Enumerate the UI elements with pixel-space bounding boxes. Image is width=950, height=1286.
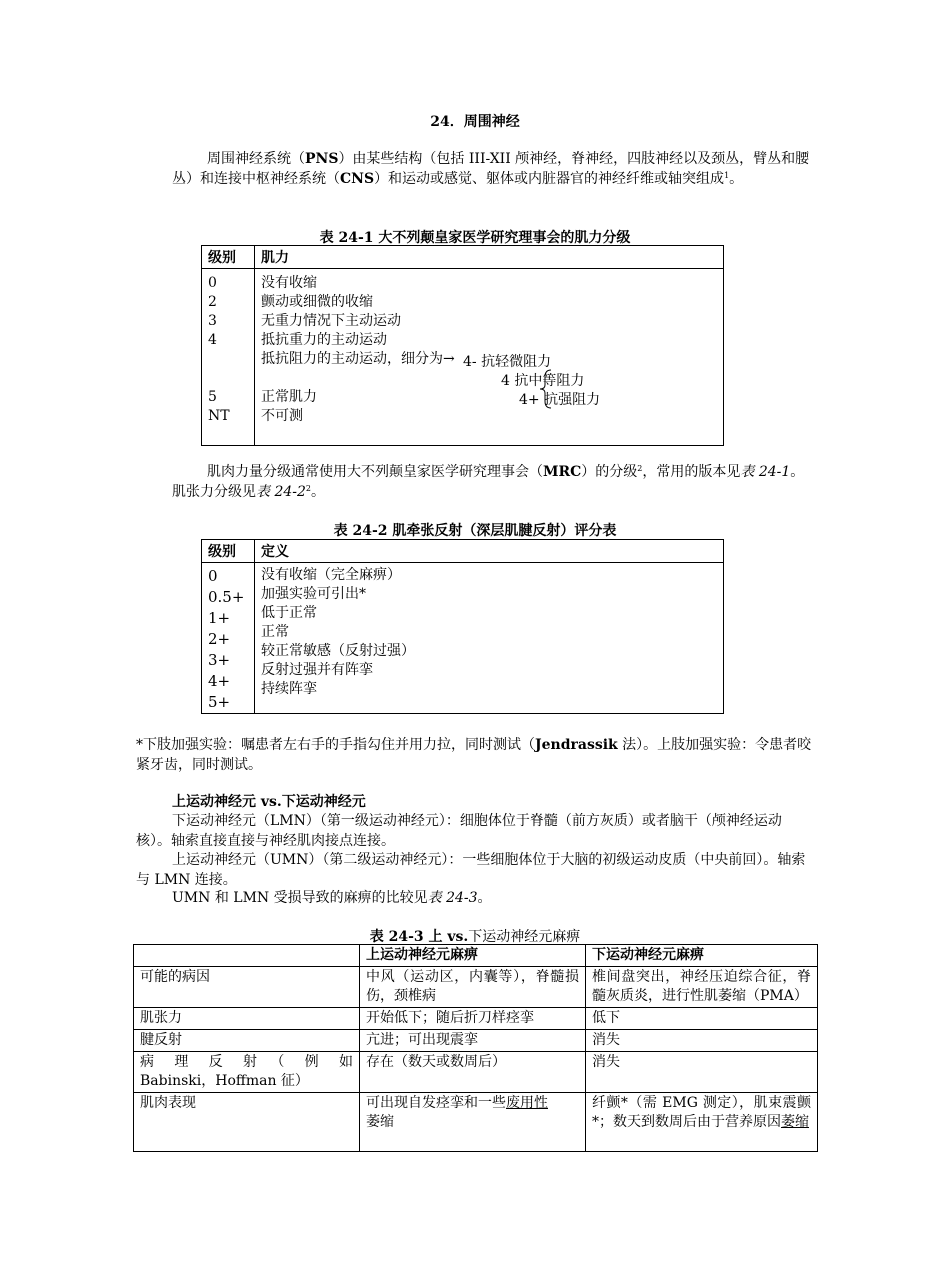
table-row: 病 理 反 射 （ 例 如 Babinski，Hoffman 征） 存在（数天或数周后） 消失 <box>134 1052 818 1093</box>
brace-icon <box>539 369 553 409</box>
table-row: 肌肉表现 可出现自发痉挛和一些废用性 萎缩 纤颤*（需 EMG 测定），肌束震颤*；数天到数周后由于营养原因萎缩 <box>134 1093 818 1152</box>
table3-caption: 表 24-3 上 vs.下运动神经元麻痹 <box>369 929 581 945</box>
table2-header-grade: 级别 <box>202 540 255 563</box>
reflex-grading-table <box>201 539 724 714</box>
table2-caption: 表 24-2 肌牵张反射（深层肌腱反射）评分表 <box>333 523 617 539</box>
comparison-paragraph: UMN 和 LMN 受损导致的麻痹的比较见表 24-3。 <box>172 890 492 906</box>
motor-neuron-comparison-table <box>133 944 818 1152</box>
umn-paragraph: 上运动神经元（UMN）（第二级运动神经元）：一些细胞体位于大脑的初级运动皮质（中央前回）。轴索与 LMN 连接。 <box>136 852 806 888</box>
table-row: 肌张力 开始低下；随后折刀样痉挛 低下 <box>134 1008 818 1030</box>
table1-subgrades: 4- 抗轻微阻力 4 抗中等阻力 4+ 抗强阻力 <box>463 354 601 408</box>
strength-paragraph: 肌肉力量分级通常使用大不列颠皇家医学研究理事会（MRC）的分级$^2$，常用的版本见表 24-1。肌张力分级见表 $24-2^2$。 <box>172 464 805 500</box>
table3-header-lmn: 下运动神经元麻痹 <box>586 945 818 967</box>
table1-descriptions: 没有收缩 颤动或细微的收缩 无重力情况下主动运动 抵抗重力的主动运动 抵抗阻力的主动运动，细分为→ 正常肌力 不可测 <box>261 275 455 424</box>
table2-definitions: 没有收缩（完全麻痹） 加强实验可引出* 低于正常 正常 较正常敏感（反射过强） 反射过强并有阵挛 持续阵挛 <box>261 567 415 697</box>
table1-grades: 0 2 3 4 5 NT <box>208 275 230 424</box>
table3-header-umn: 上运动神经元麻痹 <box>360 945 586 967</box>
table1-caption: 表 24-1 大不列颠皇家医学研究理事会的肌力分级 <box>319 230 631 246</box>
table-row: 可能的病因 中风（运动区，内囊等），脊髓损伤，颈椎病 椎间盘突出，神经压迫综合征，脊髓灰质炎，进行性肌萎缩（PMA） <box>134 967 818 1008</box>
table2-grades: 0 0.5+ 1+ 2+ 3+ 4+ 5+ <box>208 567 245 711</box>
footnote-paragraph: *下肢加强实验：嘱患者左右手的手指勾住并用力拉，同时测试（Jendrassik 法）。上肢加强实验：令患者咬紧牙齿，同时测试。 <box>136 737 812 773</box>
table1-header-grade: 级别 <box>202 246 255 269</box>
table1-header-strength: 肌力 <box>255 246 724 269</box>
intro-paragraph: 周围神经系统（PNS）由某些结构（包括 III-XII 颅神经，脊神经，四肢神经以及颈丛，臂丛和腰丛）和连接中枢神经系统（CNS）和运动或感觉、躯体或内脏器官的神经纤维或轴突组成$^1$。 <box>172 151 810 187</box>
page-title: 24．周围神经 <box>430 114 520 130</box>
lmn-paragraph: 下运动神经元（LMN）（第一级运动神经元）：细胞体位于脊髓（前方灰质）或者脑干（颅神经运动核）。轴索直接直接与神经肌肉接点连接。 <box>136 813 782 849</box>
table-row: 腱反射 亢进；可出现震挛 消失 <box>134 1030 818 1052</box>
section-heading: 上运动神经元 vs.下运动神经元 <box>172 794 366 810</box>
muscle-strength-table <box>201 245 724 446</box>
table2-header-definition: 定义 <box>255 540 724 563</box>
